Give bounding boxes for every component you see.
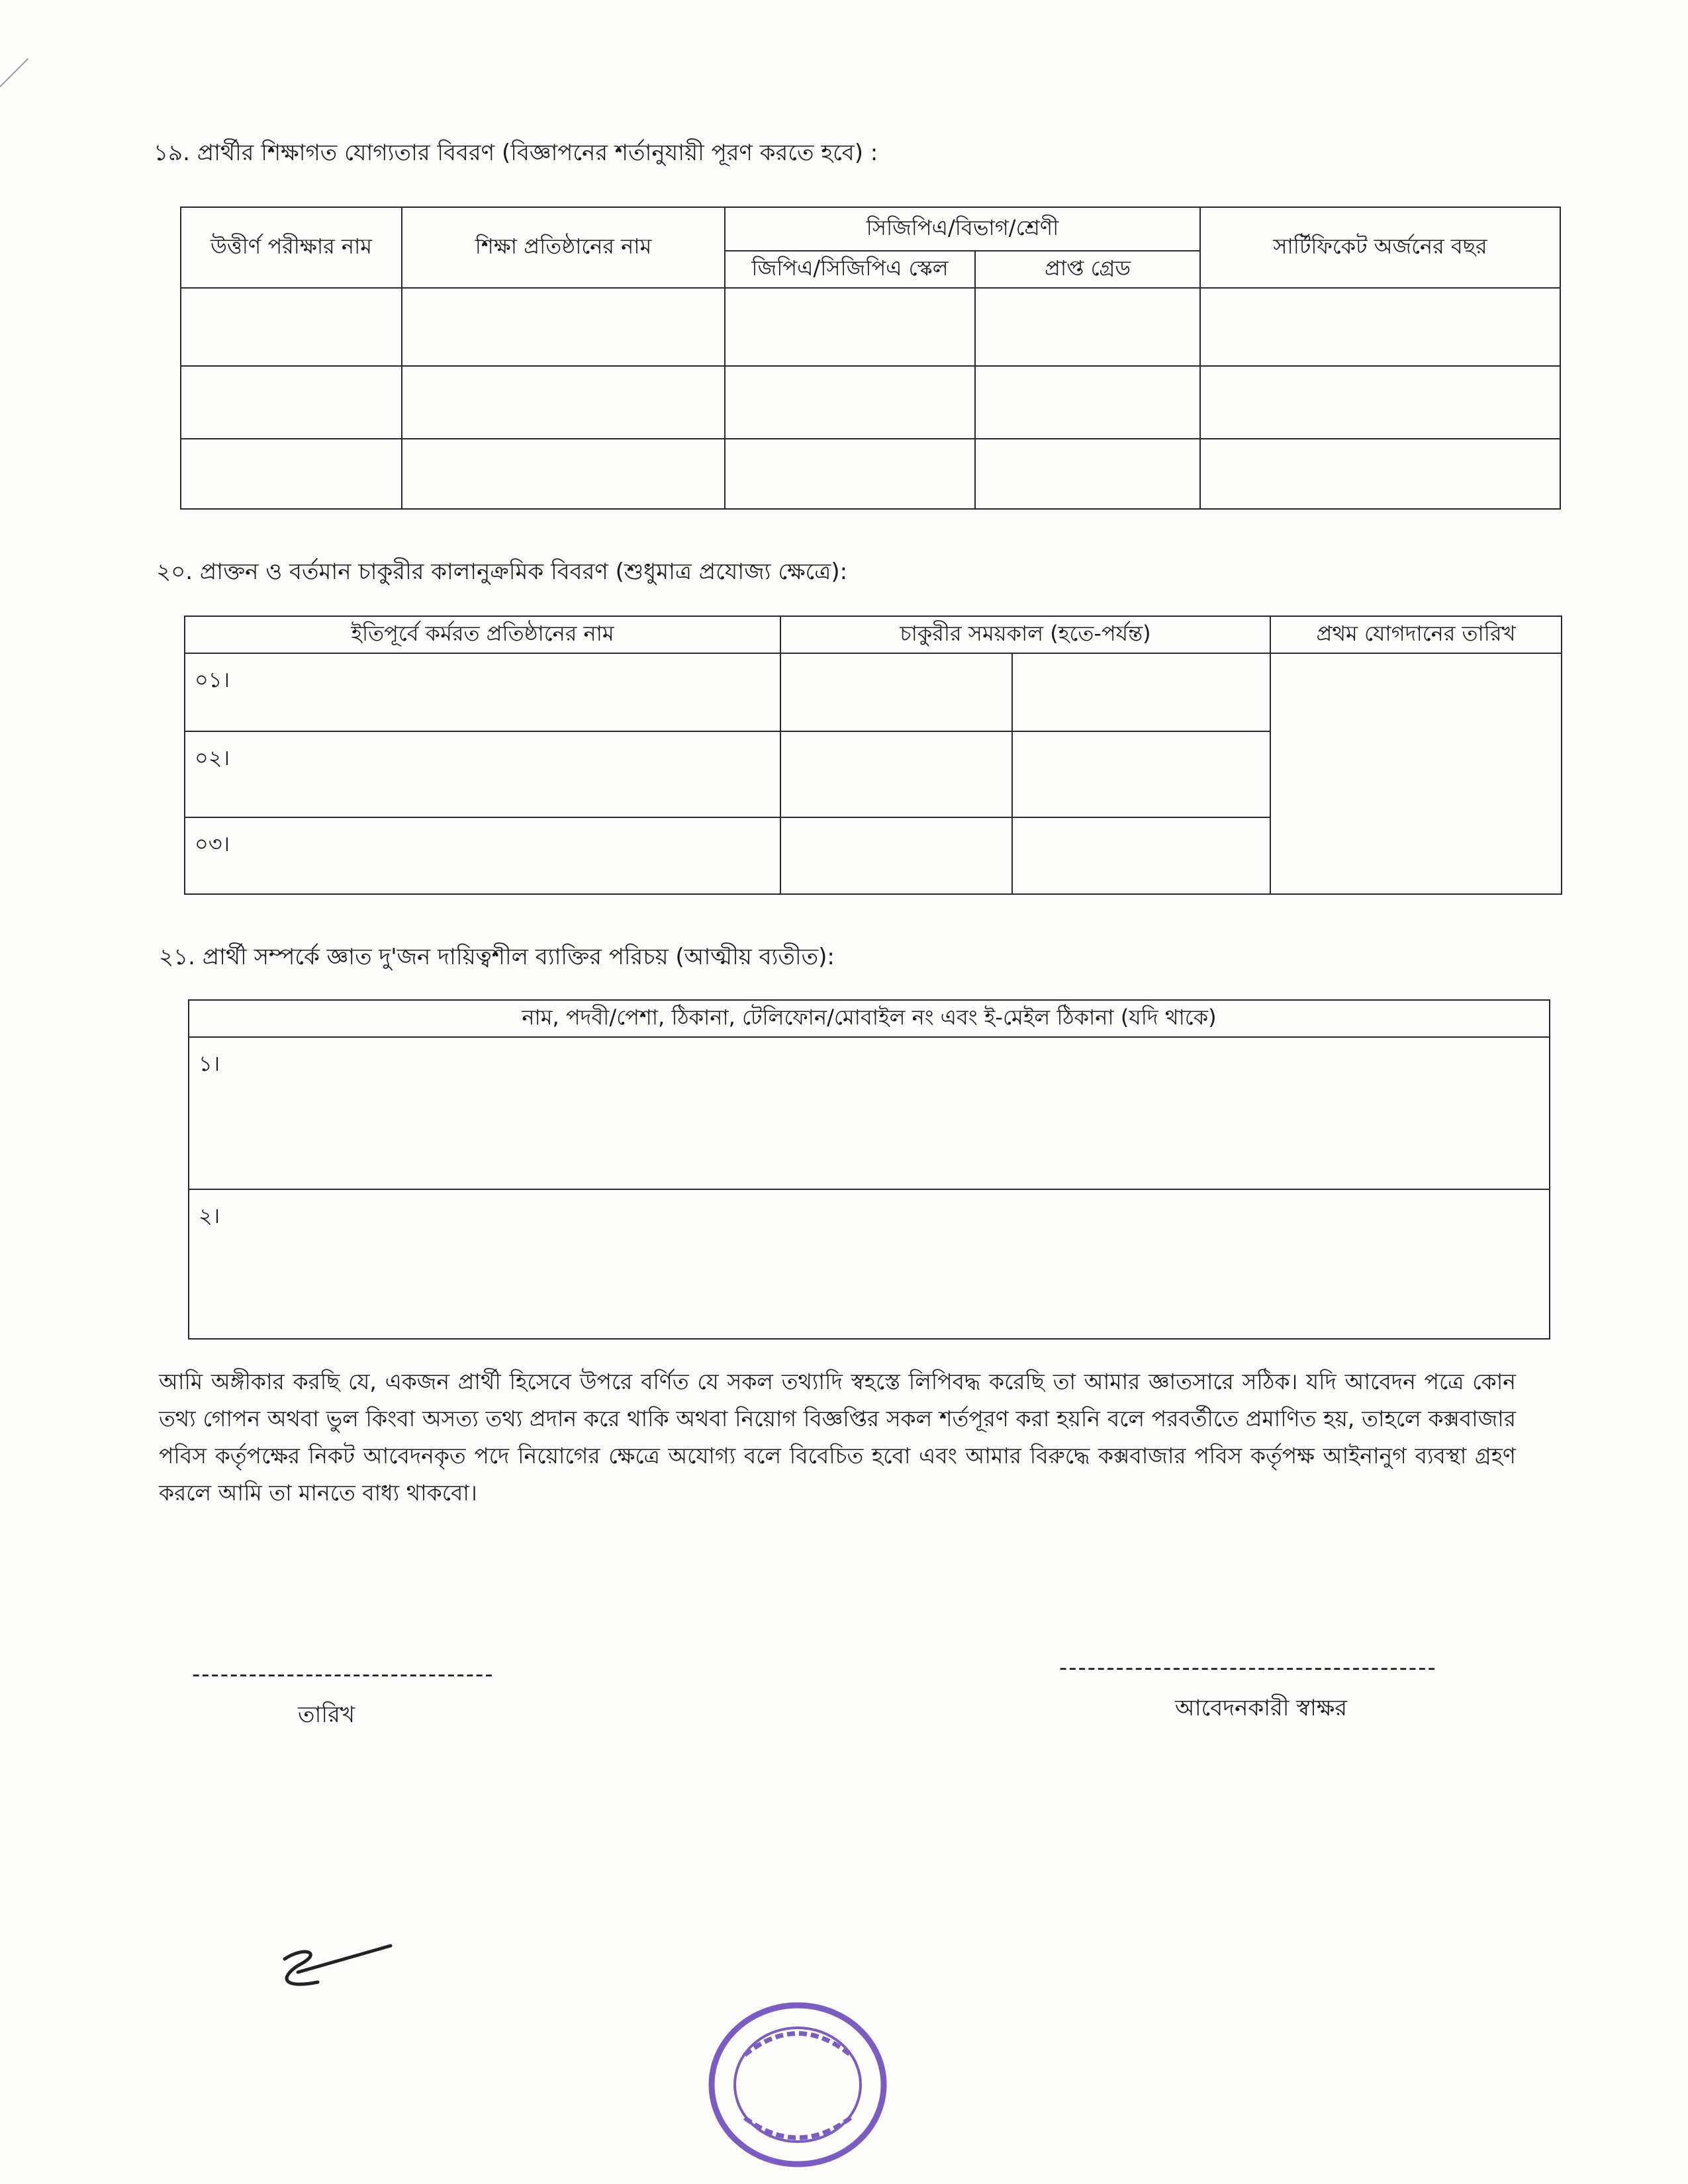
date-line: -------------------------------- bbox=[192, 1661, 494, 1688]
col-period: চাকুরীর সময়কাল (হতে-পর্যন্ত) bbox=[780, 616, 1270, 653]
reference-row[interactable]: ১। bbox=[189, 1037, 1550, 1189]
col-org-name: ইতিপূর্বে কর্মরত প্রতিষ্ঠানের নাম bbox=[185, 616, 780, 653]
edu-cell[interactable] bbox=[181, 288, 402, 366]
section-20-heading: ২০. প্রাক্তন ও বর্তমান চাকুরীর কালানুক্রমিক বিবরণ (শুধুমাত্র প্রযোজ্য ক্ষেত্রে): bbox=[156, 559, 848, 585]
edu-cell[interactable] bbox=[725, 439, 975, 509]
page-corner-fold bbox=[0, 58, 28, 87]
edu-cell[interactable] bbox=[402, 288, 725, 366]
table-row bbox=[185, 653, 1562, 731]
period-from-cell[interactable] bbox=[780, 653, 1012, 731]
edu-cell[interactable] bbox=[1200, 288, 1560, 366]
period-from-cell[interactable] bbox=[780, 731, 1012, 817]
period-to-cell[interactable] bbox=[1012, 731, 1270, 817]
table-row bbox=[181, 439, 1560, 509]
row-number[interactable]: ০২। bbox=[185, 731, 780, 817]
edu-cell[interactable] bbox=[975, 366, 1200, 439]
col-reference-details: নাম, পদবী/পেশা, ঠিকানা, টেলিফোন/মোবাইল নং এবং ই-মেইল ঠিকানা (যদি থাকে) bbox=[189, 1000, 1550, 1037]
table-row bbox=[189, 1037, 1550, 1189]
section-19-heading: ১৯. প্রার্থীর শিক্ষাগত যোগ্যতার বিবরণ (বিজ্ঞাপনের শর্তানুযায়ী পূরণ করতে হবে) : bbox=[154, 140, 878, 166]
row-number[interactable]: ০১। bbox=[185, 653, 780, 731]
col-exam-name: উত্তীর্ণ পরীক্ষার নাম bbox=[181, 207, 402, 288]
table-row bbox=[181, 288, 1560, 366]
col-gpa-scale: জিপিএ/সিজিপিএ স্কেল bbox=[725, 251, 975, 288]
edu-cell[interactable] bbox=[975, 439, 1200, 509]
table-row bbox=[189, 1189, 1550, 1339]
edu-cell[interactable] bbox=[181, 366, 402, 439]
employment-table bbox=[184, 615, 1562, 895]
reference-row[interactable]: ২। bbox=[189, 1189, 1550, 1339]
col-join-date: প্রথম যোগদানের তারিখ bbox=[1270, 616, 1562, 653]
edu-cell[interactable] bbox=[402, 366, 725, 439]
official-seal-icon bbox=[698, 1992, 897, 2177]
row-number[interactable]: ০৩। bbox=[185, 817, 780, 894]
signature-label: আবেদনকারী স্বাক্ষর bbox=[1175, 1695, 1348, 1721]
table-row bbox=[181, 366, 1560, 439]
edu-cell[interactable] bbox=[725, 288, 975, 366]
references-table bbox=[188, 999, 1550, 1340]
edu-cell[interactable] bbox=[975, 288, 1200, 366]
period-from-cell[interactable] bbox=[780, 817, 1012, 894]
col-gpa-group: সিজিপিএ/বিভাগ/শ্রেণী bbox=[725, 207, 1200, 251]
period-to-cell[interactable] bbox=[1012, 817, 1270, 894]
edu-cell[interactable] bbox=[402, 439, 725, 509]
period-to-cell[interactable] bbox=[1012, 653, 1270, 731]
col-grade: প্রাপ্ত গ্রেড bbox=[975, 251, 1200, 288]
edu-cell[interactable] bbox=[725, 366, 975, 439]
date-label: তারিখ bbox=[298, 1702, 355, 1728]
section-21-heading: ২১. প্রার্থী সম্পর্কে জ্ঞাত দু'জন দায়িত্বশীল ব্যাক্তির পরিচয় (আত্মীয় ব্যতীত): bbox=[159, 944, 835, 970]
edu-cell[interactable] bbox=[1200, 439, 1560, 509]
edu-cell[interactable] bbox=[181, 439, 402, 509]
declaration-text: আমি অঙ্গীকার করছি যে, একজন প্রার্থী হিসেবে উপরে বর্ণিত যে সকল তথ্যাদি স্বহস্তে লিপিবদ্ধ করেছি তা আমার জ্ঞাতসারে সঠিক। যদি আবেদন পত্রে কোন তথ্য গোপন অথবা ভুল কিংবা অসত্য তথ্য প্রদান করে থাকি অথবা নিয়োগ বিজ্ঞপ্তির সকল শর্তপূরণ করা হয়নি বলে পরবর্তীতে প্রমাণিত হয়, তাহলে কক্সবাজার পবিস কর্তৃপক্ষের নিকট আবেদনকৃত পদে নিয়োগের ক্ষেত্রে অযোগ্য বলে বিবেচিত হবো এবং আমার বিরুদ্ধে কক্সবাজার পবিস কর্তৃপক্ষ আইনানুগ ব্যবস্থা গ্রহণ করলে আমি তা মানতে বাধ্য থাকবো। bbox=[159, 1369, 1516, 1506]
join-date-cell[interactable] bbox=[1270, 653, 1562, 894]
signature-line: ---------------------------------------- bbox=[1059, 1655, 1437, 1681]
edu-cell[interactable] bbox=[1200, 366, 1560, 439]
col-cert-year: সার্টিফিকেট অর্জনের বছর bbox=[1200, 207, 1560, 288]
education-table bbox=[180, 206, 1561, 510]
col-institution: শিক্ষা প্রতিষ্ঠানের নাম bbox=[402, 207, 725, 288]
handwritten-initial-icon bbox=[258, 1933, 410, 2005]
